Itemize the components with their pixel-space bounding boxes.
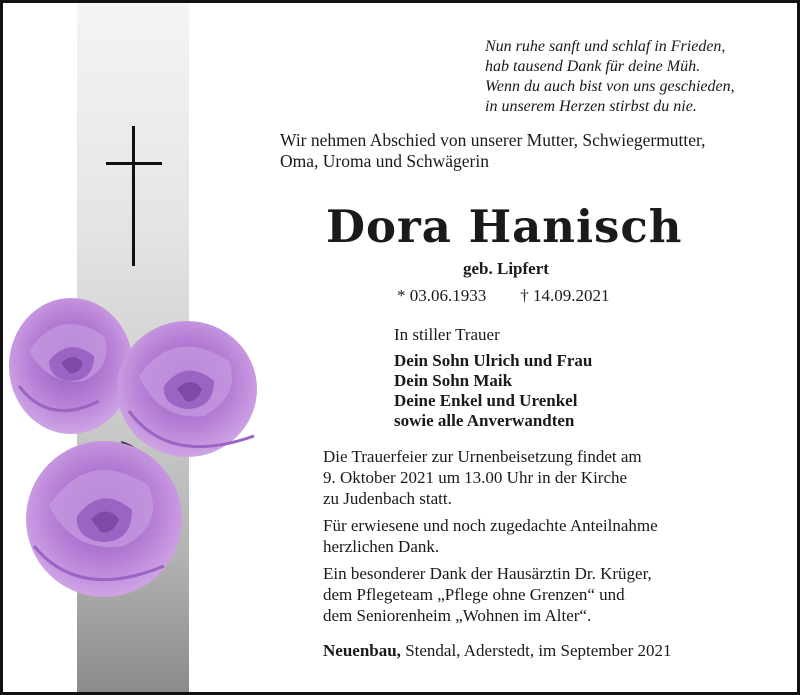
death-date: † 14.09.2021 [520, 286, 610, 305]
signature-place: Neuenbau, [323, 641, 401, 660]
funeral-line: 9. Oktober 2021 um 13.00 Uhr in der Kirche [323, 468, 628, 487]
special-thanks-line: dem Seniorenheim „Wohnen im Alter“. [323, 606, 592, 625]
birth-date: * 03.06.1933 [397, 286, 487, 305]
poem [485, 37, 785, 117]
thanks-line: herzlichen Dank. [323, 537, 440, 556]
mourners-block [394, 325, 592, 431]
rose-top-left [9, 298, 133, 434]
poem-line: in unserem Herzen stirbst du nie. [485, 98, 697, 115]
funeral-line: zu Judenbach statt. [323, 489, 452, 508]
life-dates [397, 286, 610, 306]
rose-right [117, 321, 257, 457]
mourners-lead: In stiller Trauer [394, 325, 500, 344]
intro-line: Oma, Uroma und Schwägerin [280, 151, 489, 171]
cross-icon [106, 126, 162, 266]
intro-line: Wir nehmen Abschied von unserer Mutter, Schwiegermutter, [280, 130, 706, 150]
poem-line: Wenn du auch bist von uns geschieden, [485, 78, 735, 95]
deceased-name: Dora Hanisch [326, 200, 683, 253]
rose-bottom [26, 441, 182, 597]
signature-rest: Stendal, Aderstedt, im September 2021 [400, 641, 672, 660]
birth-name: geb. Lipfert [463, 259, 549, 278]
funeral-info [323, 446, 783, 509]
poem-line: hab tausend Dank für deine Müh. [485, 58, 701, 75]
mourner-line: Deine Enkel und Urenkel [394, 391, 578, 410]
mourner-line: sowie alle Anverwandten [394, 411, 575, 430]
thanks-line: Für erwiesene und noch zugedachte Anteilnahme [323, 516, 658, 535]
special-thanks-line: Ein besonderer Dank der Hausärztin Dr. Krüger, [323, 564, 652, 583]
mourner-line: Dein Sohn Maik [394, 371, 513, 390]
mourner-line: Dein Sohn Ulrich und Frau [394, 351, 593, 370]
poem-line: Nun ruhe sanft und schlaf in Frieden, [485, 38, 726, 55]
funeral-line: Die Trauerfeier zur Urnenbeisetzung findet am [323, 447, 642, 466]
special-thanks-line: dem Pflegeteam „Pflege ohne Grenzen“ und [323, 585, 625, 604]
intro-text [280, 130, 780, 172]
thanks-text [323, 515, 783, 557]
roses-image [9, 291, 265, 601]
special-thanks-text [323, 563, 783, 626]
signature [323, 641, 671, 661]
